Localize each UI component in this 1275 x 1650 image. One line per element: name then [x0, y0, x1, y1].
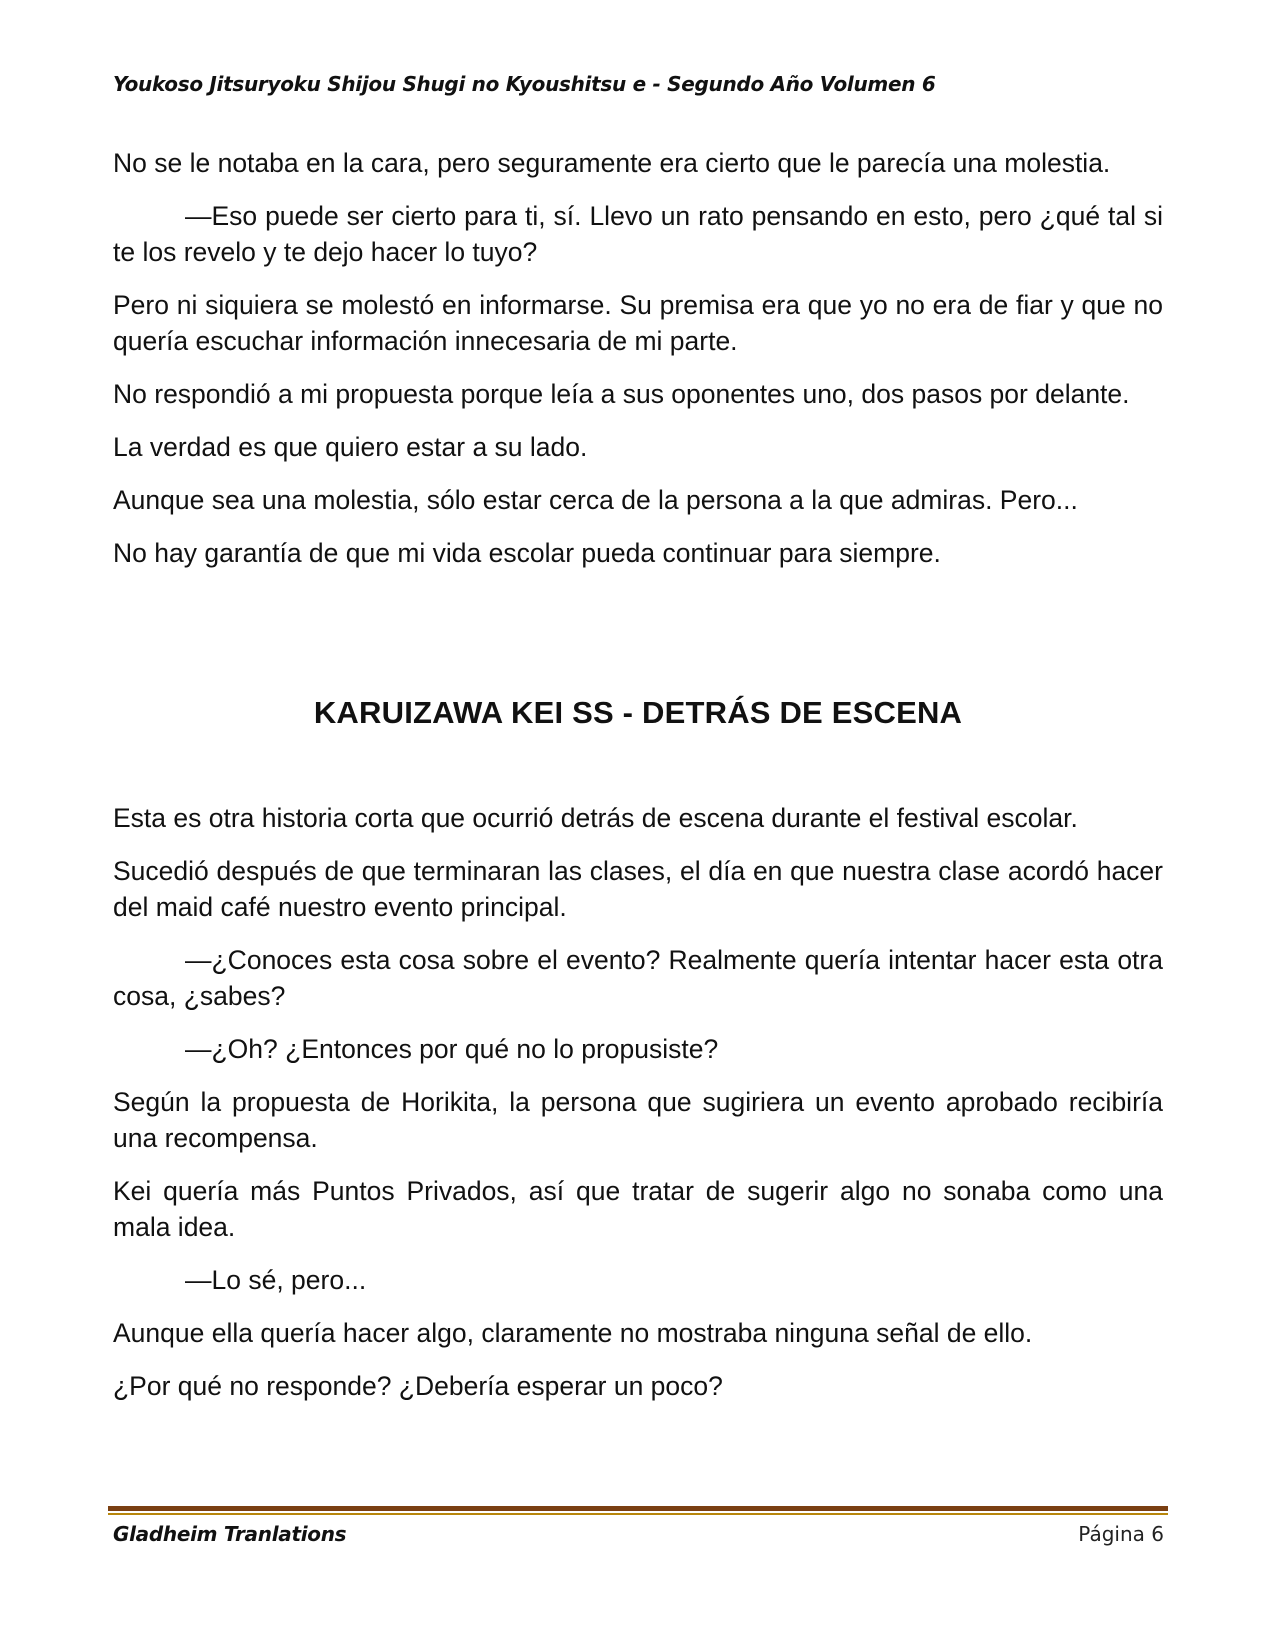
- paragraph: Aunque ella quería hacer algo, claramente no mostraba ninguna señal de ello.: [113, 1318, 1033, 1348]
- paragraph: Esta es otra historia corta que ocurrió detrás de escena durante el festival escolar.: [113, 803, 1078, 833]
- footer-divider: [108, 1506, 1168, 1517]
- footer-page-number: [1078, 1522, 1164, 1546]
- footer-divider-thin: [108, 1513, 1168, 1515]
- dialogue-paragraph: —¿Conoces esta cosa sobre el evento? Realmente quería intentar hacer esta otra cosa, ¿sabes?: [113, 945, 1163, 1011]
- paragraph: Según la propuesta de Horikita, la persona que sugiriera un evento aprobado recibiría una recompensa.: [113, 1087, 1163, 1153]
- paragraph: Pero ni siquiera se molestó en informarse. Su premisa era que yo no era de fiar y que no quería escuchar información innecesaria de mi parte.: [113, 290, 1163, 356]
- paragraph: No se le notaba en la cara, pero seguramente era cierto que le parecía una molestia.: [113, 148, 1111, 178]
- dialogue-paragraph: —Eso puede ser cierto para ti, sí. Llevo un rato pensando en esto, pero ¿qué tal si te los revelo y te dejo hacer lo tuyo?: [113, 201, 1163, 267]
- footer-translator: Gladheim Tranlations: [113, 1522, 347, 1546]
- paragraph: No respondió a mi propuesta porque leía a sus oponentes uno, dos pasos por delante.: [113, 379, 1130, 409]
- dialogue-paragraph: —¿Oh? ¿Entonces por qué no lo propusiste?: [185, 1034, 719, 1064]
- page-label: Página: [1078, 1522, 1145, 1546]
- paragraph: No hay garantía de que mi vida escolar pueda continuar para siempre.: [113, 538, 941, 568]
- section-title: KARUIZAWA KEI SS - DETRÁS DE ESCENA: [313, 695, 963, 730]
- page-number: 6: [1151, 1522, 1164, 1546]
- paragraph: ¿Por qué no responde? ¿Debería esperar un poco?: [113, 1371, 723, 1401]
- paragraph: Kei quería más Puntos Privados, así que tratar de sugerir algo no sonaba como una mala idea.: [113, 1176, 1163, 1242]
- paragraph: La verdad es que quiero estar a su lado.: [113, 432, 588, 462]
- running-header-title: Youkoso Jitsuryoku Shijou Shugi no Kyoushitsu e - Segundo Año Volumen 6: [113, 72, 936, 96]
- paragraph: Aunque sea una molestia, sólo estar cerca de la persona a la que admiras. Pero...: [113, 485, 1078, 515]
- dialogue-paragraph: —Lo sé, pero...: [185, 1265, 367, 1295]
- paragraph: Sucedió después de que terminaran las clases, el día en que nuestra clase acordó hacer del maid café nuestro evento principal.: [113, 856, 1163, 922]
- page-body: [113, 145, 1163, 1421]
- footer-divider-thick: [108, 1506, 1168, 1511]
